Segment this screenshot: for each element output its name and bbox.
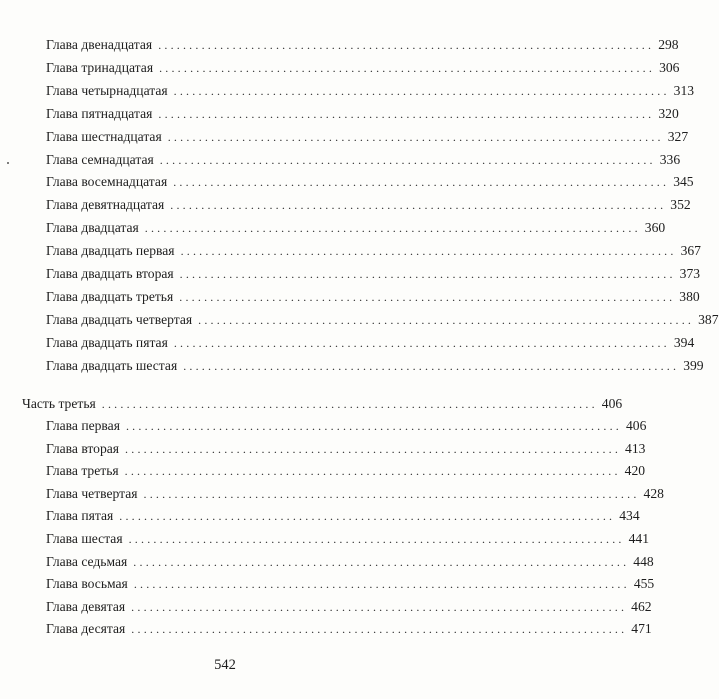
toc-entry xyxy=(46,59,680,77)
chapter-page-number: 448 xyxy=(633,553,654,569)
chapter-page-number: 420 xyxy=(624,463,646,479)
dot-leader: ................................................................................ xyxy=(144,221,641,236)
part-page-number: 406 xyxy=(601,396,623,411)
toc-part-entry xyxy=(22,395,623,413)
dot-leader: ................................................................................ xyxy=(124,464,621,479)
chapter-page-number: 373 xyxy=(679,266,701,281)
chapter-page-number: 462 xyxy=(631,598,652,614)
toc-entry xyxy=(46,598,652,616)
chapter-title: Глава шестнадцатая xyxy=(46,128,162,144)
chapter-page-number: 428 xyxy=(643,485,664,501)
chapter-page-number: 413 xyxy=(625,440,646,456)
chapter-title: Глава двадцать четвертая xyxy=(46,311,193,327)
dot-leader: ................................................................................ xyxy=(158,106,655,121)
dot-leader: ................................................................................ xyxy=(170,198,667,213)
dot-leader: ................................................................................ xyxy=(119,509,616,524)
chapter-title: Глава тринадцатая xyxy=(46,59,154,75)
dot-leader: ................................................................................ xyxy=(131,622,628,637)
chapter-title: Глава четвертая xyxy=(46,485,138,501)
dot-leader: ................................................................................ xyxy=(173,335,670,350)
chapter-title: Глава первая xyxy=(46,418,120,433)
toc-entry xyxy=(46,288,700,306)
chapter-page-number: 313 xyxy=(673,82,695,98)
dot-leader: ................................................................................ xyxy=(198,312,695,327)
chapter-page-number: 320 xyxy=(658,105,679,121)
dot-leader: ................................................................................ xyxy=(173,83,670,98)
chapter-page-number: 360 xyxy=(644,220,666,236)
chapter-page-number: 327 xyxy=(667,128,689,144)
dot-leader: ................................................................................ xyxy=(167,129,664,144)
chapter-title: Глава восьмая xyxy=(46,576,128,592)
dot-leader: ................................................................................ xyxy=(133,577,630,592)
dot-leader: ................................................................................ xyxy=(125,419,622,433)
chapter-title: Глава двадцать третья xyxy=(46,288,174,304)
dot-leader: ................................................................................ xyxy=(133,554,630,569)
chapter-title: Глава пятая xyxy=(46,508,114,524)
chapter-title: Глава четырнадцатая xyxy=(46,82,168,98)
dot-leader: ................................................................................ xyxy=(173,175,670,190)
chapter-page-number: 298 xyxy=(658,37,679,52)
toc-entry xyxy=(46,128,689,146)
dot-leader: ................................................................................ xyxy=(179,289,676,304)
chapter-title: Глава седьмая xyxy=(46,553,128,569)
chapter-title: Глава двенадцатая xyxy=(46,37,153,52)
dot-leader: ................................................................................ xyxy=(101,397,598,411)
dot-leader: ................................................................................ xyxy=(159,152,656,167)
chapter-title: Глава девятая xyxy=(46,598,126,614)
toc-entry xyxy=(46,620,652,638)
toc-entry xyxy=(46,485,664,503)
part-title: Часть третья xyxy=(22,396,96,411)
toc-entry xyxy=(46,105,679,123)
dot-leader: ................................................................................ xyxy=(158,38,655,52)
chapter-page-number: 471 xyxy=(631,621,652,637)
chapter-page-number: 367 xyxy=(680,243,701,259)
dot-leader: ................................................................................ xyxy=(159,60,656,75)
toc-entry xyxy=(46,357,704,375)
chapter-page-number: 434 xyxy=(619,508,640,524)
chapter-title: Глава шестая xyxy=(46,531,123,546)
chapter-title: Глава двадцать вторая xyxy=(46,266,174,281)
chapter-page-number: 380 xyxy=(679,288,700,304)
chapter-title: Глава двадцать шестая xyxy=(46,357,178,373)
dot-leader: ................................................................................ xyxy=(131,599,628,614)
chapter-title: Глава двадцать пятая xyxy=(46,334,168,350)
toc-entry xyxy=(46,151,681,169)
chapter-title: Глава двадцать первая xyxy=(46,243,175,259)
chapter-title: Глава восемнадцатая xyxy=(46,174,168,190)
toc-entry xyxy=(46,311,719,329)
toc-entry xyxy=(46,173,694,191)
dot-leader: ................................................................................ xyxy=(183,358,680,373)
chapter-title: Глава третья xyxy=(46,463,119,479)
toc-entry xyxy=(46,265,701,283)
chapter-page-number: 406 xyxy=(625,418,647,433)
chapter-page-number: 455 xyxy=(633,576,655,592)
toc-entry xyxy=(46,462,646,480)
chapter-title: Глава десятая xyxy=(46,621,126,637)
toc-entry xyxy=(46,507,640,525)
toc-entry xyxy=(46,196,691,214)
chapter-page-number: 387 xyxy=(698,311,719,327)
toc-entry xyxy=(46,575,655,593)
chapter-page-number: 306 xyxy=(659,59,680,75)
toc-entry xyxy=(46,417,647,435)
dot-leader: ................................................................................ xyxy=(179,267,676,281)
dot-leader: ................................................................................ xyxy=(128,532,625,546)
toc-entry xyxy=(46,242,701,260)
chapter-page-number: 394 xyxy=(673,334,695,350)
chapter-title: Глава пятнадцатая xyxy=(46,105,153,121)
toc-entry xyxy=(46,82,695,100)
chapter-page-number: 336 xyxy=(659,151,681,167)
dot-leader: ................................................................................ xyxy=(125,441,622,456)
toc-entry xyxy=(46,530,649,548)
chapter-page-number: 345 xyxy=(673,174,694,190)
toc-entry xyxy=(46,553,654,571)
chapter-title: Глава вторая xyxy=(46,440,120,456)
chapter-title: Глава девятнадцатая xyxy=(46,197,165,213)
toc-entry xyxy=(46,219,666,237)
page-speck xyxy=(7,162,9,164)
chapter-page-number: 352 xyxy=(670,197,691,213)
dot-leader: ................................................................................ xyxy=(180,244,677,259)
dot-leader: ................................................................................ xyxy=(143,486,640,501)
page-number: 542 xyxy=(214,657,236,673)
chapter-page-number: 441 xyxy=(628,531,649,546)
toc-entry xyxy=(46,440,646,458)
chapter-page-number: 399 xyxy=(683,357,704,373)
chapter-title: Глава двадцатая xyxy=(46,220,139,236)
toc-entry xyxy=(46,334,695,352)
toc-entry xyxy=(46,36,679,54)
chapter-title: Глава семнадцатая xyxy=(46,151,154,167)
